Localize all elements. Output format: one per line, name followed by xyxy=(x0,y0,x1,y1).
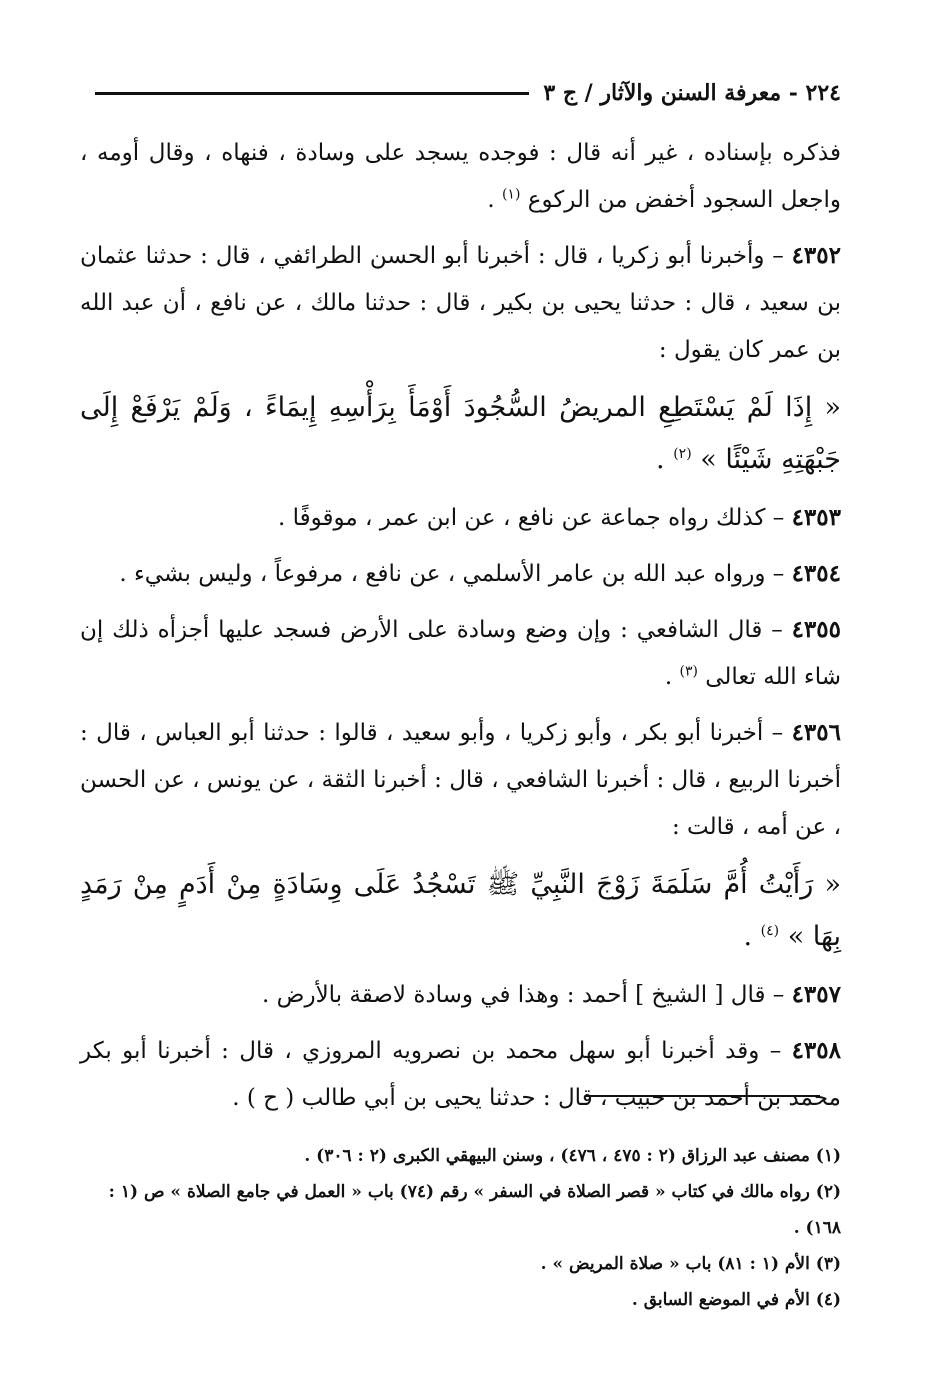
quote-text: « رَأَيْتُ أُمَّ سَلَمَةَ زَوْجَ النَّبِيِّ ﷺ تَسْجُدُ عَلَى وِسَادَةٍ مِنْ أَدَمٍ مِنْ رَمَدٍ بِهَا » xyxy=(80,869,841,952)
hadith-number: ٤٣٥٦ xyxy=(791,719,841,746)
paragraph-text: – أخبرنا أبو بكر ، وأبو زكريا ، وأبو سعيد ، قالوا : حدثنا أبو العباس ، قال : أخبرنا الربيع ، قال : أخبرنا الشافعي ، قال : أخبرنا الثقة ، عن يونس ، عن الحسن ، عن أمه ، قالت : xyxy=(80,720,841,840)
footnote-ref: (٤) xyxy=(760,923,780,939)
quote-text: « إِذَا لَمْ يَسْتَطِعِ المريضُ السُّجُودَ أَوْمَأَ بِرَأْسِهِ إِيمَاءً ، وَلَمْ يَرْفَعْ إِلَى جَبْهَتِهِ شَيْئًا » xyxy=(80,392,841,475)
quote-end: . xyxy=(743,921,761,952)
footnote-3: (٣) الأم (١ : ٨١) باب « صلاة المريض » . xyxy=(540,1254,841,1274)
footnote-ref: (٣) xyxy=(679,663,698,680)
quoted-text-1 xyxy=(80,382,841,486)
hadith-number: ٤٣٥٣ xyxy=(791,504,841,531)
paragraph-4355 xyxy=(80,606,841,701)
footnote-ref: (٢) xyxy=(673,446,692,462)
paragraph-text: – قال الشافعي : وإن وضع وسادة على الأرض فسجد عليها أجزأه ذلك إن شاء الله تعالى xyxy=(80,617,841,690)
hadith-number: ٤٣٥٤ xyxy=(791,560,841,587)
paragraph-4354 xyxy=(80,550,841,598)
paragraph-text: فذكره بإسناده ، غير أنه قال : فوجده يسجد على وسادة ، فنهاه ، وقال أومه ، واجعل السجود أخفض من الركوع xyxy=(80,140,841,213)
page-header xyxy=(95,78,841,108)
quote-end: . xyxy=(656,444,674,475)
paragraph-text: – كذلك رواه جماعة عن نافع ، عن ابن عمر ، موقوفًا . xyxy=(278,505,792,531)
footnote-2: (٢) رواه مالك في كتاب « قصر الصلاة في السفر » رقم (٧٤) باب « العمل في جامع الصلاة » ص (١ : ١٦٨) . xyxy=(108,1182,841,1238)
hadith-number: ٤٣٥٧ xyxy=(791,981,841,1008)
paragraph-end: . xyxy=(664,664,680,690)
quoted-text-2 xyxy=(80,859,841,963)
footnote-4: (٤) الأم في الموضع السابق . xyxy=(631,1290,841,1310)
paragraph-4357 xyxy=(80,971,841,1019)
paragraph-4356 xyxy=(80,709,841,851)
paragraph-text: – وقد أخبرنا أبو سهل محمد بن نصرويه المروزي ، قال : أخبرنا أبو بكر محمد بن أحمد بن حبيب ، قال : حدثنا يحيى بن أبي طالب ( ح ) . xyxy=(80,1038,841,1111)
header-rule xyxy=(95,92,529,95)
paragraph-4358 xyxy=(80,1027,841,1122)
footnotes xyxy=(80,1138,841,1318)
page-header-title: ٢٢٤ - معرفة السنن والآثار / ج ٣ xyxy=(543,80,841,106)
paragraph-continuation xyxy=(80,130,841,224)
hadith-number: ٤٣٥٨ xyxy=(791,1037,841,1064)
paragraph-text: – ورواه عبد الله بن عامر الأسلمي ، عن نافع ، مرفوعاً ، وليس بشيء . xyxy=(119,561,792,587)
page-body xyxy=(80,130,841,1130)
footnote-1: (١) مصنف عبد الرزاق (٢ : ٤٧٥ ، ٤٧٦) ، وسنن البيهقي الكبرى (٢ : ٣٠٦) . xyxy=(304,1146,841,1166)
footnote-ref: (١) xyxy=(501,186,521,203)
paragraph-text: – قال [ الشيخ ] أحمد : وهذا في وسادة لاصقة بالأرض . xyxy=(262,982,792,1008)
paragraph-4352 xyxy=(80,232,841,374)
hadith-number: ٤٣٥٢ xyxy=(791,242,841,269)
paragraph-text: – وأخبرنا أبو زكريا ، قال : أخبرنا أبو الحسن الطرائفي ، قال : حدثنا عثمان بن سعيد ، قال : حدثنا يحيى بن بكير ، قال : حدثنا مالك ، عن نافع ، أن عبد الله بن عمر كان يقول : xyxy=(80,243,841,363)
hadith-number: ٤٣٥٥ xyxy=(791,616,841,643)
footnote-rule xyxy=(585,1095,820,1097)
paragraph-end: . xyxy=(487,187,502,213)
paragraph-4353 xyxy=(80,494,841,542)
